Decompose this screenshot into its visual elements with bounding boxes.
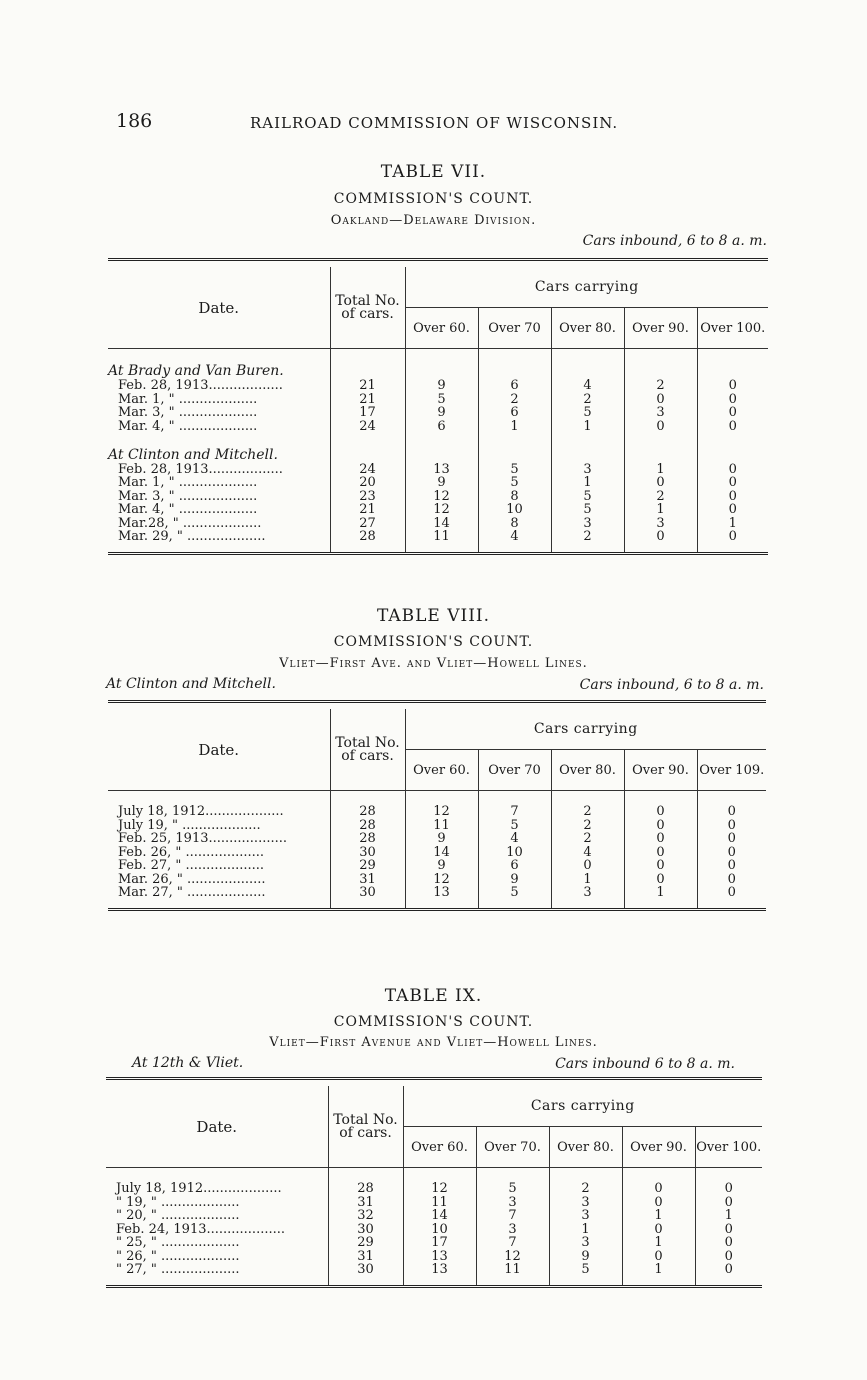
- total-cell: 17: [330, 406, 405, 420]
- table-row: [106, 1236, 762, 1250]
- table-note-right: Cars inbound, 6 to 8 a. m.: [579, 677, 764, 693]
- value-cell: 0: [728, 529, 737, 544]
- value-cell: 2: [549, 1182, 622, 1196]
- table-row: [106, 1182, 762, 1196]
- table-division: Oakland—Delaware Division.: [330, 213, 537, 228]
- load-column-header: Over 80.: [551, 750, 624, 791]
- value-cell: 11: [403, 1196, 476, 1210]
- total-cell: 31: [328, 1250, 403, 1264]
- date-cell: Mar. 4, " ...................: [108, 420, 330, 434]
- value-cell: 3: [549, 1236, 622, 1250]
- value-cell: 0: [728, 461, 737, 477]
- table-note-right: Cars inbound, 6 to 8 a. m.: [582, 233, 767, 249]
- table-row: [108, 886, 766, 900]
- date-cell: Mar.28, " ...................: [108, 517, 330, 531]
- value-cell: 1: [624, 886, 697, 900]
- total-cell: 28: [328, 1182, 403, 1196]
- date-cell: Mar. 27, " ...................: [108, 886, 330, 900]
- table-note-left: At Clinton and Mitchell.: [106, 676, 276, 692]
- data-table: [108, 258, 768, 555]
- value-cell: 0: [724, 1181, 733, 1196]
- value-cell: 1: [624, 503, 697, 517]
- value-cell: 2: [551, 832, 624, 846]
- table-row: [108, 859, 766, 873]
- value-cell: 0: [624, 819, 697, 833]
- table-row: [108, 420, 768, 434]
- value-cell: 2: [551, 805, 624, 819]
- table-subtitle: COMMISSION'S COUNT.: [333, 634, 534, 650]
- total-cell: 30: [330, 846, 405, 860]
- value-cell: 13: [403, 1263, 476, 1277]
- date-cell: Mar. 1, " ...................: [108, 393, 330, 407]
- table-division: Vliet—First Avenue and Vliet—Howell Lines.: [269, 1035, 598, 1050]
- date-cell: July 18, 1912...................: [108, 805, 330, 819]
- value-cell: 6: [405, 420, 478, 434]
- date-cell: Feb. 25, 1913...................: [108, 832, 330, 846]
- value-cell: 6: [478, 859, 551, 873]
- value-cell: 3: [476, 1196, 549, 1210]
- value-cell: 9: [405, 859, 478, 873]
- load-column-header: Over 90.: [624, 308, 697, 349]
- value-cell: 2: [624, 379, 697, 393]
- value-cell: 3: [549, 1209, 622, 1223]
- value-cell: 3: [551, 517, 624, 531]
- value-cell: 3: [551, 463, 624, 477]
- value-cell: 5: [551, 406, 624, 420]
- date-cell: Mar. 3, " ...................: [108, 406, 330, 420]
- total-cell: 31: [330, 873, 405, 887]
- value-cell: 9: [549, 1250, 622, 1264]
- value-cell: 0: [724, 1194, 733, 1210]
- date-cell: " 27, " ...................: [106, 1263, 328, 1277]
- value-cell: 14: [405, 517, 478, 531]
- total-cell: 21: [330, 503, 405, 517]
- table-row: [108, 503, 768, 517]
- value-cell: 10: [403, 1223, 476, 1237]
- table-division: Vliet—First Ave. and Vliet—Howell Lines.: [279, 656, 588, 671]
- table-row: [106, 1209, 762, 1223]
- table-row: [108, 805, 766, 819]
- value-cell: 0: [727, 817, 736, 833]
- value-cell: 3: [624, 406, 697, 420]
- date-column-header: Date.: [108, 267, 330, 349]
- value-cell: 9: [405, 832, 478, 846]
- value-cell: 0: [622, 1223, 695, 1237]
- value-cell: 4: [478, 530, 551, 544]
- value-cell: 7: [478, 805, 551, 819]
- total-cell: 31: [328, 1196, 403, 1210]
- table-row: [108, 819, 766, 833]
- value-cell: 1: [622, 1236, 695, 1250]
- value-cell: 8: [478, 517, 551, 531]
- value-cell: 0: [624, 873, 697, 887]
- value-cell: 1: [551, 476, 624, 490]
- value-cell: 14: [403, 1209, 476, 1223]
- value-cell: 0: [728, 475, 737, 490]
- value-cell: 0: [724, 1235, 733, 1250]
- date-cell: Feb. 27, " ...................: [108, 859, 330, 873]
- table-row: [108, 490, 768, 504]
- value-cell: 13: [405, 886, 478, 900]
- table-row: [108, 530, 768, 544]
- table-row: [108, 476, 768, 490]
- value-cell: 5: [478, 886, 551, 900]
- value-cell: 0: [724, 1248, 733, 1264]
- data-table: [106, 1077, 762, 1288]
- table-note-right: Cars inbound 6 to 8 a. m.: [555, 1056, 735, 1072]
- running-title: RAILROAD COMMISSION OF WISCONSIN.: [250, 114, 619, 132]
- load-column-header: Over 100.: [696, 1139, 762, 1155]
- date-cell: " 25, " ...................: [106, 1236, 328, 1250]
- value-cell: 1: [724, 1208, 733, 1223]
- value-cell: 12: [405, 503, 478, 517]
- value-cell: 6: [478, 406, 551, 420]
- value-cell: 3: [549, 1196, 622, 1210]
- cars-carrying-header: Cars carrying: [403, 1086, 762, 1127]
- table-row: [108, 463, 768, 477]
- total-cell: 28: [330, 819, 405, 833]
- total-cell: 20: [330, 476, 405, 490]
- value-cell: 0: [624, 859, 697, 873]
- value-cell: 1: [622, 1263, 695, 1277]
- value-cell: 10: [478, 503, 551, 517]
- value-cell: 11: [405, 530, 478, 544]
- value-cell: 12: [476, 1250, 549, 1264]
- page-number: 186: [116, 110, 153, 132]
- load-column-header: Over 90.: [622, 1127, 695, 1168]
- load-column-header: Over 60.: [403, 1127, 476, 1168]
- load-column-header: Over 80.: [549, 1127, 622, 1168]
- load-column-header: Over 60.: [405, 750, 478, 791]
- value-cell: 9: [405, 476, 478, 490]
- date-cell: July 18, 1912...................: [106, 1182, 328, 1196]
- table-title: TABLE IX.: [384, 986, 483, 1006]
- table-title: TABLE VIII.: [376, 606, 491, 626]
- table-row: [108, 846, 766, 860]
- value-cell: 5: [549, 1263, 622, 1277]
- total-cell: 29: [330, 859, 405, 873]
- value-cell: 11: [405, 819, 478, 833]
- value-cell: 13: [403, 1250, 476, 1264]
- value-cell: 0: [622, 1250, 695, 1264]
- value-cell: 0: [728, 391, 737, 407]
- value-cell: 0: [624, 832, 697, 846]
- value-cell: 1: [549, 1223, 622, 1237]
- date-cell: Mar. 3, " ...................: [108, 490, 330, 504]
- value-cell: 0: [728, 418, 737, 434]
- page-header: [0, 110, 867, 136]
- value-cell: 0: [727, 885, 736, 900]
- total-cell: 28: [330, 832, 405, 846]
- value-cell: 0: [727, 804, 736, 819]
- value-cell: 0: [622, 1196, 695, 1210]
- value-cell: 4: [551, 379, 624, 393]
- value-cell: 3: [624, 517, 697, 531]
- value-cell: 0: [728, 405, 737, 420]
- table-row: [108, 517, 768, 531]
- date-cell: Mar. 29, " ...................: [108, 530, 330, 544]
- value-cell: 0: [724, 1221, 733, 1237]
- value-cell: 5: [476, 1182, 549, 1196]
- value-cell: 1: [551, 873, 624, 887]
- date-cell: Mar. 1, " ...................: [108, 476, 330, 490]
- table-row: [106, 1223, 762, 1237]
- value-cell: 5: [478, 819, 551, 833]
- table-row: [108, 406, 768, 420]
- value-cell: 0: [728, 378, 737, 393]
- cars-carrying-header: Cars carrying: [405, 267, 768, 308]
- date-cell: " 19, " ...................: [106, 1196, 328, 1210]
- date-cell: " 26, " ...................: [106, 1250, 328, 1264]
- table-subtitle: COMMISSION'S COUNT.: [333, 1014, 534, 1030]
- load-column-header: Over 100.: [700, 320, 766, 336]
- load-column-header: Over 80.: [551, 308, 624, 349]
- value-cell: 0: [728, 488, 737, 504]
- value-cell: 3: [476, 1223, 549, 1237]
- value-cell: 5: [551, 490, 624, 504]
- load-column-header: Over 70.: [476, 1127, 549, 1168]
- value-cell: 0: [622, 1182, 695, 1196]
- table-row: [106, 1250, 762, 1264]
- section-label: At Brady and Van Buren.: [108, 363, 330, 379]
- value-cell: 4: [551, 846, 624, 860]
- load-column-header: Over 109.: [699, 762, 765, 778]
- date-cell: Feb. 28, 1913..................: [108, 379, 330, 393]
- total-cell: 24: [330, 463, 405, 477]
- table-note-left: At 12th & Vliet.: [132, 1055, 244, 1071]
- value-cell: 0: [624, 805, 697, 819]
- load-column-header: Over 70: [478, 308, 551, 349]
- value-cell: 0: [724, 1262, 733, 1277]
- cars-carrying-header: Cars carrying: [405, 709, 766, 750]
- date-cell: Feb. 26, " ...................: [108, 846, 330, 860]
- table-subtitle: COMMISSION'S COUNT.: [333, 191, 534, 207]
- value-cell: 12: [405, 490, 478, 504]
- value-cell: 0: [624, 846, 697, 860]
- value-cell: 1: [624, 463, 697, 477]
- date-cell: Mar. 4, " ...................: [108, 503, 330, 517]
- date-column-header: Date.: [106, 1086, 328, 1168]
- total-cell: 24: [330, 420, 405, 434]
- value-cell: 5: [478, 476, 551, 490]
- value-cell: 13: [405, 463, 478, 477]
- value-cell: 0: [624, 530, 697, 544]
- table-row: [108, 379, 768, 393]
- value-cell: 2: [551, 819, 624, 833]
- value-cell: 2: [478, 393, 551, 407]
- value-cell: 17: [403, 1236, 476, 1250]
- value-cell: 2: [624, 490, 697, 504]
- value-cell: 0: [728, 502, 737, 517]
- value-cell: 12: [405, 805, 478, 819]
- value-cell: 6: [478, 379, 551, 393]
- value-cell: 12: [405, 873, 478, 887]
- date-column-header: Date.: [108, 709, 330, 791]
- value-cell: 5: [405, 393, 478, 407]
- value-cell: 0: [624, 420, 697, 434]
- date-cell: Feb. 24, 1913...................: [106, 1223, 328, 1237]
- value-cell: 1: [728, 515, 737, 531]
- table-row: [108, 832, 766, 846]
- date-cell: July 19, " ...................: [108, 819, 330, 833]
- load-column-header: Over 60.: [405, 308, 478, 349]
- total-cell: 21: [330, 393, 405, 407]
- load-column-header: Over 70: [478, 750, 551, 791]
- total-cell: 30: [328, 1263, 403, 1277]
- date-cell: Feb. 28, 1913..................: [108, 463, 330, 477]
- table-row: [106, 1196, 762, 1210]
- value-cell: 11: [476, 1263, 549, 1277]
- total-cell: 23: [330, 490, 405, 504]
- value-cell: 2: [551, 393, 624, 407]
- value-cell: 10: [478, 846, 551, 860]
- data-table: [108, 700, 766, 911]
- value-cell: 1: [622, 1209, 695, 1223]
- section-label: At Clinton and Mitchell.: [108, 447, 330, 463]
- value-cell: 0: [727, 871, 736, 887]
- date-cell: " 20, " ...................: [106, 1209, 328, 1223]
- value-cell: 14: [405, 846, 478, 860]
- value-cell: 5: [478, 463, 551, 477]
- value-cell: 0: [551, 859, 624, 873]
- total-cell: 28: [330, 805, 405, 819]
- total-cell: 21: [330, 379, 405, 393]
- value-cell: 3: [551, 886, 624, 900]
- value-cell: 0: [624, 476, 697, 490]
- table-row: [108, 873, 766, 887]
- value-cell: 12: [403, 1182, 476, 1196]
- total-column-header: Total No. of cars.: [328, 1086, 403, 1168]
- value-cell: 7: [476, 1236, 549, 1250]
- date-cell: Mar. 26, " ...................: [108, 873, 330, 887]
- value-cell: 5: [551, 503, 624, 517]
- value-cell: 0: [624, 393, 697, 407]
- total-cell: 29: [328, 1236, 403, 1250]
- total-column-header: Total No. of cars.: [330, 267, 405, 349]
- value-cell: 2: [551, 530, 624, 544]
- total-cell: 27: [330, 517, 405, 531]
- value-cell: 4: [478, 832, 551, 846]
- value-cell: 9: [405, 406, 478, 420]
- value-cell: 0: [727, 858, 736, 873]
- table-title: TABLE VII.: [380, 162, 487, 182]
- total-cell: 30: [330, 886, 405, 900]
- total-cell: 30: [328, 1223, 403, 1237]
- value-cell: 0: [727, 831, 736, 846]
- value-cell: 1: [551, 420, 624, 434]
- table-row: [106, 1263, 762, 1277]
- value-cell: 8: [478, 490, 551, 504]
- value-cell: 7: [476, 1209, 549, 1223]
- value-cell: 0: [727, 844, 736, 860]
- value-cell: 9: [405, 379, 478, 393]
- total-column-header: Total No. of cars.: [330, 709, 405, 791]
- total-cell: 32: [328, 1209, 403, 1223]
- table-row: [108, 393, 768, 407]
- value-cell: 9: [478, 873, 551, 887]
- load-column-header: Over 90.: [624, 750, 697, 791]
- total-cell: 28: [330, 530, 405, 544]
- value-cell: 1: [478, 420, 551, 434]
